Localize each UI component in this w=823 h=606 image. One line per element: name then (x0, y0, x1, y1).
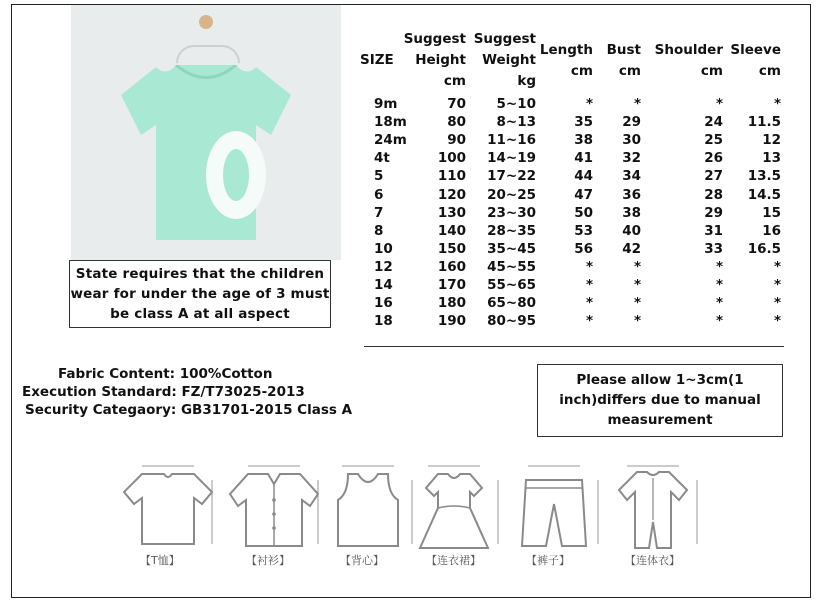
cell-shoulder: 27 (704, 168, 723, 185)
execution-standard: Execution Standard: FZ/T73025-2013 (22, 384, 305, 400)
cell-height: 130 (437, 204, 466, 221)
cell-height: 120 (437, 186, 466, 203)
notice-line-1: State requires that the children (75, 266, 325, 282)
cell-shoulder: * (715, 277, 723, 293)
cell-sleeve: 16.5 (747, 240, 781, 257)
cell-height: 110 (437, 168, 466, 185)
cell-weight: 20~25 (487, 186, 536, 203)
header-height-1: Suggest (403, 31, 466, 47)
cell-height: 170 (437, 277, 466, 293)
header-length: Length (539, 42, 593, 58)
cell-sleeve: 12 (762, 132, 781, 149)
cell-sleeve: 16 (762, 222, 781, 239)
cell-weight: 45~55 (487, 258, 536, 275)
cell-length: 35 (574, 114, 593, 131)
cell-sleeve: 14.5 (747, 186, 781, 203)
cell-size: 6 (374, 186, 384, 203)
header-weight-unit: kg (517, 73, 536, 89)
cell-size: 18m (374, 114, 407, 131)
header-sleeve-unit: cm (758, 63, 781, 79)
cell-size: 4t (374, 150, 390, 167)
cell-height: 150 (437, 240, 466, 257)
cell-length: 50 (574, 204, 593, 221)
cell-length: * (585, 295, 593, 312)
cell-size: 12 (374, 258, 393, 275)
cell-shoulder: * (715, 258, 723, 275)
divider-line (364, 346, 784, 347)
cell-size: 16 (374, 295, 393, 312)
cell-weight: 65~80 (487, 295, 536, 312)
cell-weight: 8~13 (496, 114, 536, 131)
cell-size: 8 (374, 222, 384, 239)
wall-hook (199, 15, 213, 29)
cell-shoulder: * (715, 295, 723, 312)
cell-bust: 34 (622, 168, 641, 185)
cell-height: 140 (437, 222, 466, 239)
cell-weight: 17~22 (487, 168, 536, 185)
cell-sleeve: * (773, 96, 781, 112)
cell-weight: 11~16 (487, 132, 536, 149)
cell-weight: 23~30 (487, 204, 536, 221)
cell-height: 80 (447, 114, 466, 131)
cell-weight: 80~95 (487, 313, 536, 330)
diagram-label: 【背心】 (340, 554, 384, 567)
cell-weight: 14~19 (487, 150, 536, 167)
diagram-label: 【连体衣】 (625, 554, 680, 567)
cell-height: 90 (447, 132, 466, 149)
diagram-label: 【T恤】 (140, 554, 180, 567)
cell-sleeve: * (773, 313, 781, 330)
cell-sleeve: 11.5 (747, 114, 781, 131)
cell-bust: * (633, 258, 641, 275)
notice-line-2: wear for under the age of 3 must (70, 286, 330, 302)
cell-size: 5 (374, 168, 384, 185)
cell-bust: 42 (622, 240, 641, 257)
cell-bust: * (633, 277, 641, 293)
security-category: Security Categaory: GB31701-2015 Class A (25, 402, 353, 418)
cell-size: 7 (374, 204, 384, 221)
cell-shoulder: * (715, 313, 723, 330)
cell-weight: 28~35 (487, 222, 536, 239)
measurement-note: Please allow 1~3cm(1 inch)differs due to manual measurement (537, 364, 783, 437)
cell-shoulder: 25 (704, 132, 723, 149)
cell-bust: 30 (622, 132, 641, 149)
cell-length: * (585, 313, 593, 330)
header-height-2: Height (415, 52, 466, 68)
cell-sleeve: 13 (762, 150, 781, 167)
romper-icon (597, 460, 709, 556)
cell-length: 47 (574, 186, 593, 203)
header-sleeve: Sleeve (730, 42, 781, 58)
cell-sleeve: * (773, 295, 781, 312)
cell-bust: 29 (622, 114, 641, 131)
cell-weight: 5~10 (496, 96, 536, 112)
cell-shoulder: 31 (704, 222, 723, 239)
cell-height: 70 (447, 96, 466, 112)
cell-height: 100 (437, 150, 466, 167)
cell-length: 41 (574, 150, 593, 167)
diagram-label: 【裤子】 (526, 554, 570, 567)
cell-bust: * (633, 295, 641, 312)
cell-length: * (585, 96, 593, 112)
tshirt-icon (112, 460, 224, 556)
cell-length: 44 (574, 168, 593, 185)
hanger (176, 45, 240, 63)
cell-height: 160 (437, 258, 466, 275)
cell-length: 38 (574, 132, 593, 149)
cell-sleeve: * (773, 258, 781, 275)
size-table (355, 0, 795, 340)
diagram-label: 【衬衫】 (246, 554, 290, 567)
cell-bust: * (633, 313, 641, 330)
cell-size: 24m (374, 132, 407, 149)
tshirt-image (121, 65, 291, 240)
cell-bust: * (633, 96, 641, 112)
notice-line-3: be class A at all aspect (110, 306, 290, 322)
pants-icon (498, 460, 610, 556)
cell-height: 180 (437, 295, 466, 312)
cell-shoulder: 33 (704, 240, 723, 257)
cell-bust: 32 (622, 150, 641, 167)
cell-weight: 35~45 (487, 240, 536, 257)
cell-shoulder: 26 (704, 150, 723, 167)
notice-box (69, 260, 331, 328)
cell-bust: 40 (622, 222, 641, 239)
product-photo (71, 5, 341, 260)
cell-bust: 38 (622, 204, 641, 221)
header-bust: Bust (606, 42, 641, 58)
header-bust-unit: cm (618, 63, 641, 79)
header-shoulder-unit: cm (700, 63, 723, 79)
header-size: SIZE (360, 52, 394, 68)
cell-sleeve: 15 (762, 204, 781, 221)
header-shoulder: Shoulder (654, 42, 723, 58)
cell-length: 53 (574, 222, 593, 239)
dress-icon (398, 460, 510, 556)
cell-shoulder: 29 (704, 204, 723, 221)
cell-size: 14 (374, 277, 393, 293)
cell-size: 18 (374, 313, 393, 330)
cell-height: 190 (437, 313, 466, 330)
cell-size: 10 (374, 240, 393, 257)
cell-length: * (585, 258, 593, 275)
cell-weight: 55~65 (487, 277, 536, 293)
header-weight-2: Weight (482, 52, 536, 68)
cell-sleeve: * (773, 277, 781, 293)
cell-size: 9m (374, 96, 398, 112)
diagram-label: 【连衣裙】 (426, 554, 481, 567)
header-height-unit: cm (443, 73, 466, 89)
cell-sleeve: 13.5 (747, 168, 781, 185)
cell-shoulder: * (715, 96, 723, 112)
header-length-unit: cm (570, 63, 593, 79)
cell-shoulder: 24 (704, 114, 723, 131)
fabric-content: Fabric Content: 100%Cotton (58, 366, 273, 382)
cell-bust: 36 (622, 186, 641, 203)
cell-shoulder: 28 (704, 186, 723, 203)
header-weight-1: Suggest (473, 31, 536, 47)
cell-length: * (585, 277, 593, 293)
cell-length: 56 (574, 240, 593, 257)
